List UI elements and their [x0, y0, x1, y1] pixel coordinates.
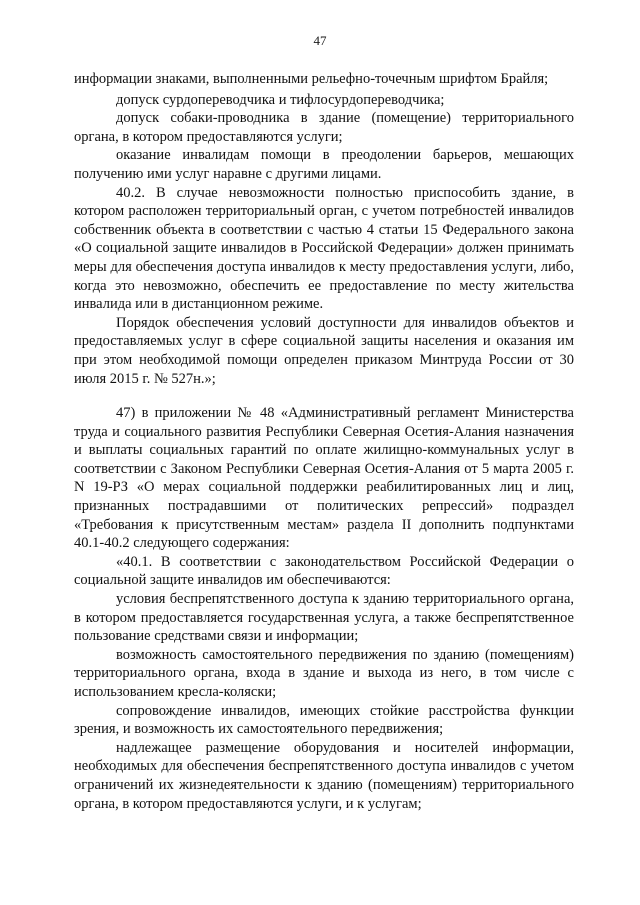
paragraph-4: оказание инвалидам помощи в преодолении барьеров, мешающих получению ими услуг наравне с другими лицами.: [74, 147, 574, 182]
paragraph-12: надлежащее размещение оборудования и носителей информации, необходимых для обеспечения беспрепятственного доступа инвалидов с учетом ограничений их жизнедеятельности к зданию (помещениям) территориального органа, в котором предоставляются услуги, и к услугам;: [74, 739, 574, 812]
paragraph-2: допуск сурдопереводчика и тифлосурдопереводчика;: [116, 91, 445, 108]
page-number: 47: [313, 33, 327, 48]
paragraph-6: Порядок обеспечения условий доступности для инвалидов объектов и предоставляемых услуг в сфере социальной защиты населения и оказания им при этом необходимой помощи определен приказом Минтруда России от 30 июля 2015 г. № 527н.»;: [74, 314, 574, 387]
paragraph-9: условия беспрепятственного доступа к зданию территориального органа, в котором предоставляется государственная услуга, а также беспрепятственное пользование средствами связи и информации;: [74, 591, 574, 645]
paragraph-11: сопровождение инвалидов, имеющих стойкие расстройства функции зрения, и возможность их самостоятельного передвижения;: [74, 702, 574, 738]
paragraph-3: допуск собаки-проводника в здание (помещение) территориального органа, в котором предоставляются услуги;: [74, 110, 574, 145]
document-body: [74, 70, 574, 813]
paragraph-1: информации знаками, выполненными рельефно-точечным шрифтом Брайля;: [74, 71, 549, 87]
paragraph-8: «40.1. В соответствии с законодательством Российской Федерации о социальной защите инвалидов им обеспечиваются:: [74, 553, 574, 589]
paragraph-10: возможность самостоятельного передвижения по зданию (помещениям) территориального органа, входа в здание и выхода из него, в том числе с использованием кресла-коляски;: [74, 646, 574, 700]
paragraph-5: 40.2. В случае невозможности полностью приспособить здание, в котором расположен территориальный орган, с учетом потребностей инвалидов собственник объекта в соответствии с частью 4 статьи 15 Федерального закона «О социальной защите инвалидов в Российской Федерации» должен принимать меры для обеспечения доступа инвалидов к месту предоставления услуги, либо, когда это невозможно, обеспечить ее предоставление по месту жительства инвалида или в дистанционном режиме.: [74, 184, 574, 313]
paragraph-7: 47) в приложении № 48 «Административный регламент Министерства труда и социального развития Республики Северная Осетия-Алания назначения и выплаты социальных гарантий по оплате жилищно-коммунальных услуг в соответствии с Законом Республики Северная Осетия-Алания от 5 марта 2005 г. N 19-РЗ «О мерах социальной поддержки реабилитированных лиц и лиц, признанных пострадавшими от политических репрессий» подраздел «Требования к присутственным местам» раздела II дополнить подпунктами 40.1-40.2 следующего содержания:: [74, 405, 574, 552]
